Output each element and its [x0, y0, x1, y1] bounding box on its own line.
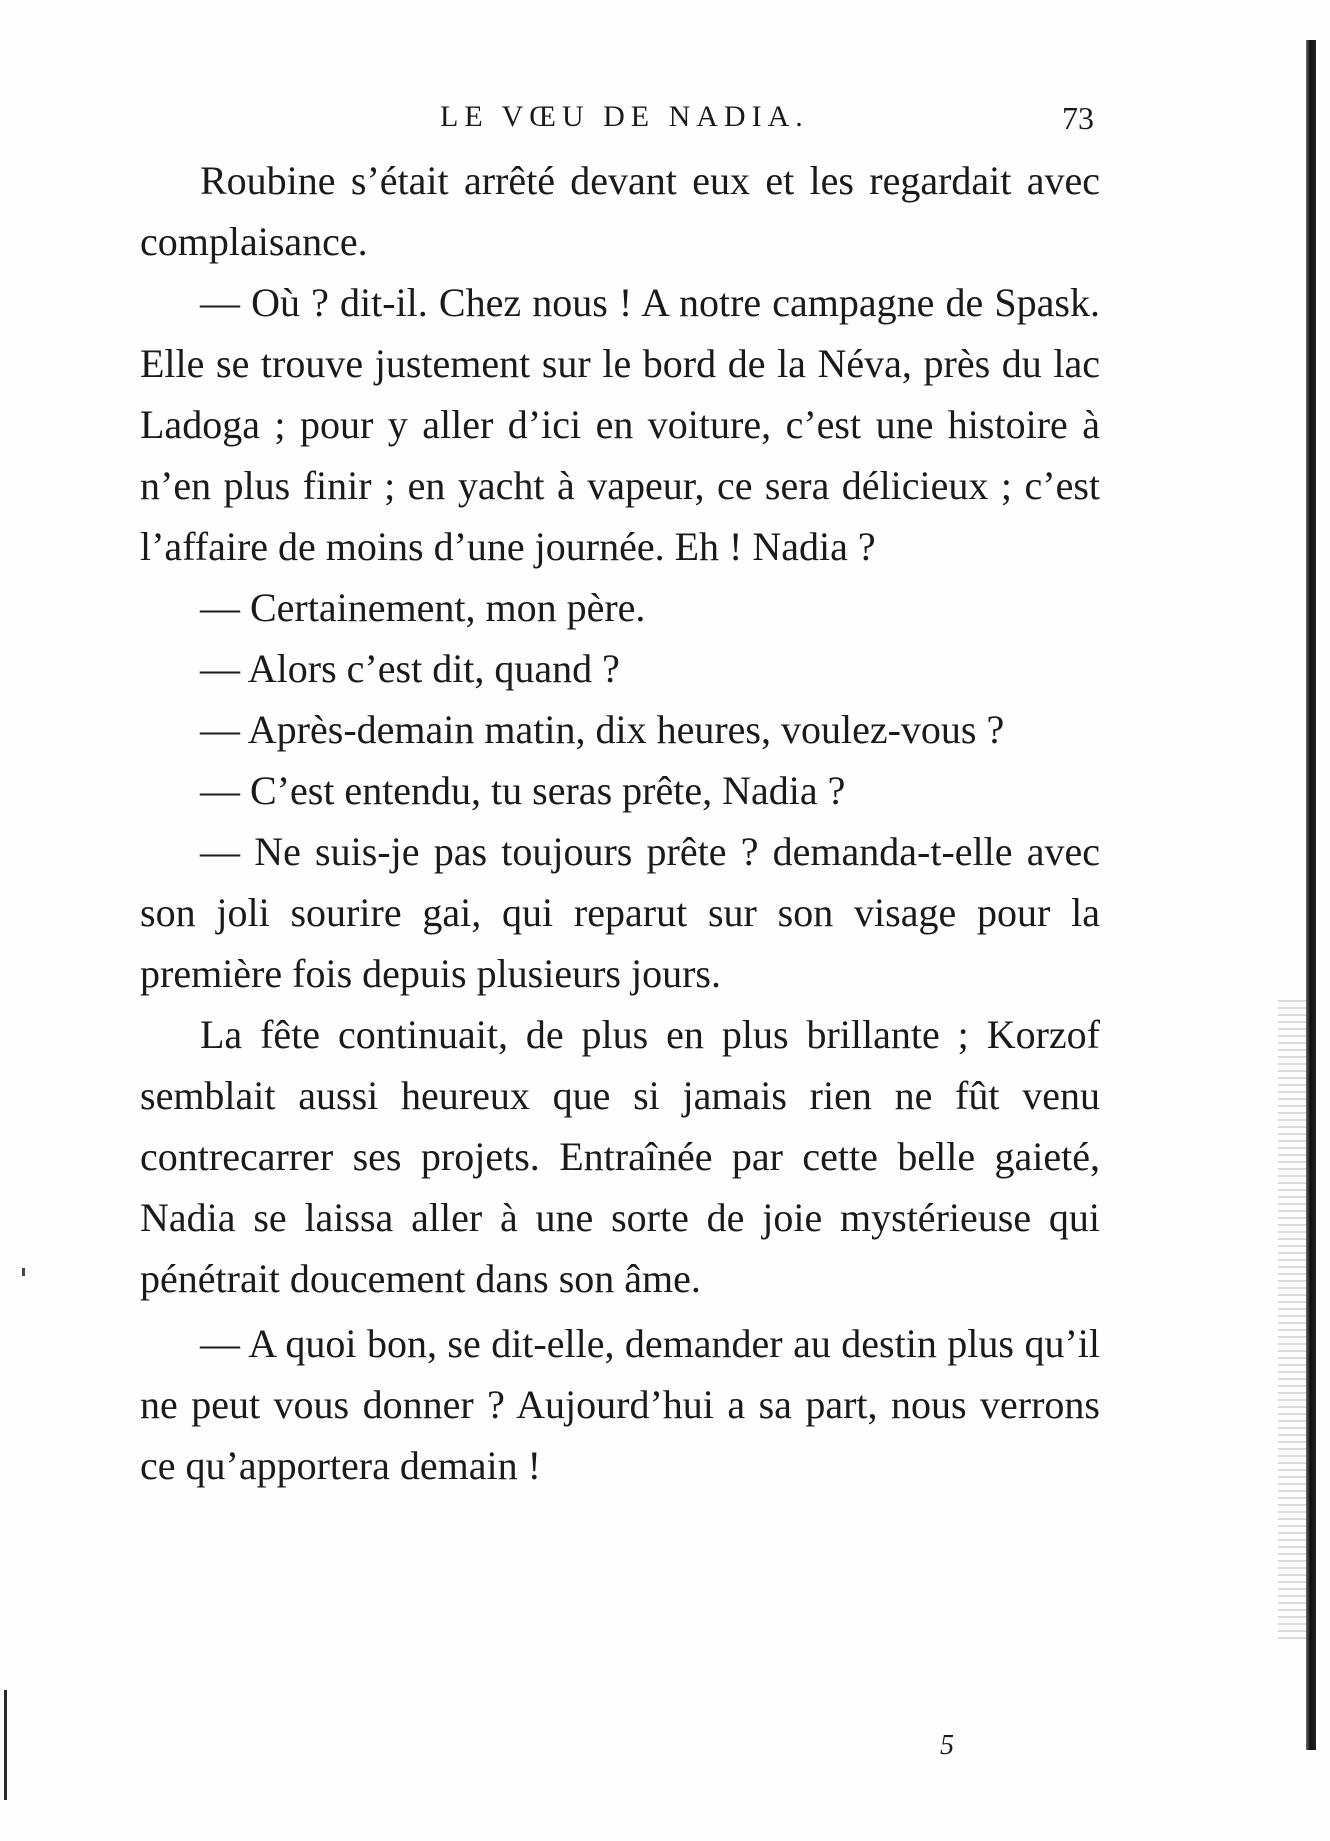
- page-number: 73: [1062, 100, 1094, 136]
- paragraph: — Après-demain matin, dix heures, voulez-vous ?: [200, 707, 1005, 752]
- paragraph: — Certainement, mon père.: [200, 585, 646, 630]
- paragraph: — Ne suis-je pas toujours prête ? demanda-t-elle avec son joli sourire gai, qui reparut sur son visage pour la première fois depuis plusieurs jours.: [140, 829, 1100, 996]
- paragraph: — Alors c’est dit, quand ?: [200, 646, 620, 691]
- running-title: LE VŒU DE NADIA.: [440, 100, 809, 133]
- scan-margin-mark: [4, 1690, 7, 1800]
- signature-mark: 5: [940, 1730, 954, 1761]
- paragraph: La fête continuait, de plus en plus brillante ; Korzof semblait aussi heureux que si jamais rien ne fût venu contrecarrer ses projets. Entraînée par cette belle gaieté, Nadia se laissa aller à une sorte de joie mystérieuse qui pénétrait doucement dans son âme.: [140, 1012, 1100, 1301]
- paragraph: Roubine s’était arrêté devant eux et les regardait avec complaisance.: [140, 158, 1100, 264]
- scan-noise: [1278, 1000, 1306, 1640]
- body-text: [140, 150, 1100, 1496]
- paragraph: — C’est entendu, tu seras prête, Nadia ?: [200, 768, 846, 813]
- paragraph: — Où ? dit-il. Chez nous ! A notre campagne de Spask. Elle se trouve justement sur le bord de la Néva, près du lac Ladoga ; pour y aller d’ici en voiture, c’est une histoire à n’en plus finir ; en yacht à vapeur, ce sera délicieux ; c’est l’affaire de moins d’une journée. Eh ! Nadia ?: [140, 280, 1100, 569]
- paragraph: — A quoi bon, se dit-elle, demander au destin plus qu’il ne peut vous donner ? Aujourd’hui a sa part, nous verrons ce qu’apportera demain !: [140, 1321, 1100, 1488]
- gutter-shadow: [1306, 40, 1316, 1750]
- scan-margin-dot: [22, 1268, 25, 1276]
